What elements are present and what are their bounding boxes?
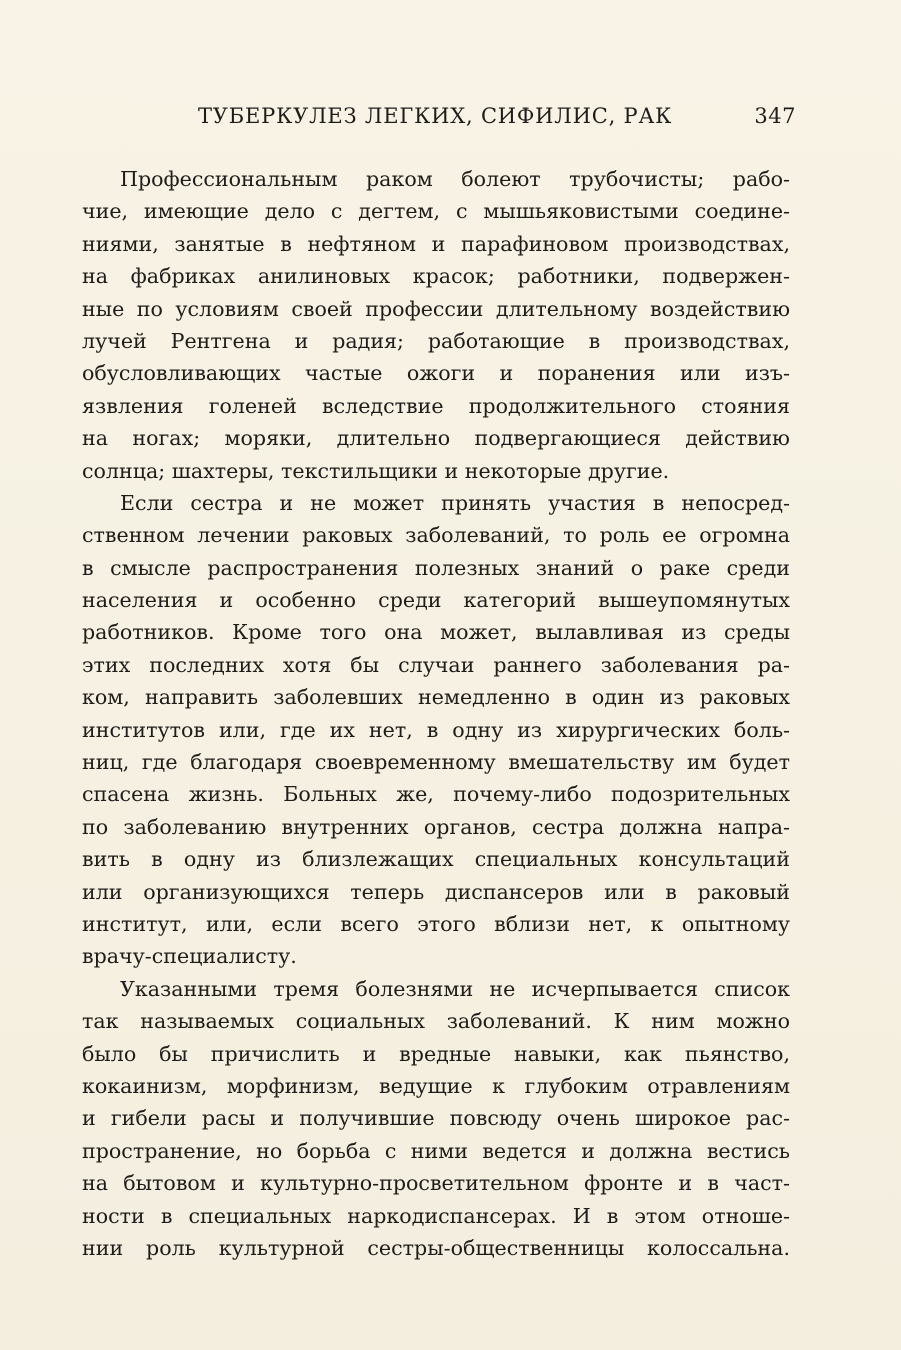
paragraph-3-line-8: ности в специальных наркодиспансерах. И в этом отноше- — [82, 1203, 790, 1228]
paragraph-3-line-5: и гибели расы и получившие повсюду очень широкое рас- — [82, 1106, 790, 1131]
paragraph-2-line-6: этих последних хотя бы случаи раннего заболевания ра- — [82, 652, 790, 677]
paragraph-2-line-5: работников. Кроме того она может, вылавливая из среды — [82, 620, 790, 645]
paragraph-3-line-4: кокаинизм, морфинизм, ведущие к глубоким отравлениям — [82, 1073, 790, 1098]
paragraph-2-line-8: институтов или, где их нет, в одну из хирургических боль- — [82, 717, 790, 742]
paragraph-2-line-10: спасена жизнь. Больных же, почему-либо подозрительных — [82, 782, 790, 807]
running-title: ТУБЕРКУЛЕЗ ЛЕГКИХ, СИФИЛИС, РАК — [198, 104, 673, 128]
paragraph-1-line-1: Профессиональным раком болеют трубочисты; рабо- — [120, 167, 790, 191]
paragraph-3-line-3: было бы причислить и вредные навыки, как пьянство, — [82, 1041, 790, 1066]
paragraph-3-line-2: так называемых социальных заболеваний. К ним можно — [82, 1009, 790, 1034]
paragraph-2-line-13: или организующихся теперь диспансеров или в раковый — [82, 879, 790, 904]
paragraph-2-line-9: ниц, где благодаря своевременному вмешательству им будет — [82, 750, 790, 775]
running-head — [120, 101, 796, 131]
paragraph-2-line-11: по заболеванию внутренних органов, сестра должна напра- — [82, 814, 790, 839]
paragraph-2-line-2: ственном лечении раковых заболеваний, то роль ее огромна — [82, 523, 790, 548]
page-number: 347 — [754, 104, 796, 128]
paragraph-1-line-2: чие, имеющие дело с дегтем, с мышьяковистыми соедине- — [82, 199, 790, 224]
paragraph-3-line-7: на бытовом и культурно-просветительном фронте и в част- — [82, 1171, 790, 1196]
paragraph-2-line-15: врачу-специалисту. — [82, 944, 297, 969]
paragraph-1-line-4: на фабриках анилиновых красок; работники, подвержен- — [82, 264, 790, 289]
paragraph-2-line-3: в смысле распространения полезных знаний о раке среди — [82, 555, 790, 580]
paragraph-1-line-3: ниями, занятые в нефтяном и парафиновом производствах, — [82, 231, 790, 256]
paragraph-2-line-12: вить в одну из близлежащих специальных консультаций — [82, 847, 790, 872]
paragraph-1-line-10: солнца; шахтеры, текстильщики и некоторые другие. — [82, 458, 670, 483]
paragraph-2-line-4: населения и особенно среди категорий вышеупомянутых — [82, 588, 790, 613]
paragraph-3-line-1: Указанными тремя болезнями не исчерпывается список — [120, 976, 790, 1001]
paragraph-3-line-6: пространение, но борьба с ними ведется и должна вестись — [82, 1138, 790, 1163]
paragraph-2-line-14: институт, или, если всего этого вблизи нет, к опытному — [82, 911, 790, 936]
paragraph-1-line-9: на ногах; моряки, длительно подвергающиеся действию — [82, 426, 790, 451]
paragraph-3-line-9: нии роль культурной сестры-общественницы колоссальна. — [82, 1235, 790, 1260]
body-text — [82, 163, 790, 1264]
paragraph-1-line-8: язвления голеней вследствие продолжительного стояния — [82, 393, 790, 418]
paragraph-1-line-5: ные по условиям своей профессии длительному воздействию — [82, 296, 790, 321]
paragraph-2-line-7: ком, направить заболевших немедленно в один из раковых — [82, 685, 790, 710]
paragraph-2-line-1: Если сестра и не может принять участия в непосред- — [120, 490, 790, 515]
paragraph-1-line-7: обусловливающих частые ожоги и поранения или изъ- — [82, 361, 790, 386]
paragraph-1-line-6: лучей Рентгена и радия; работающие в производствах, — [82, 328, 790, 353]
